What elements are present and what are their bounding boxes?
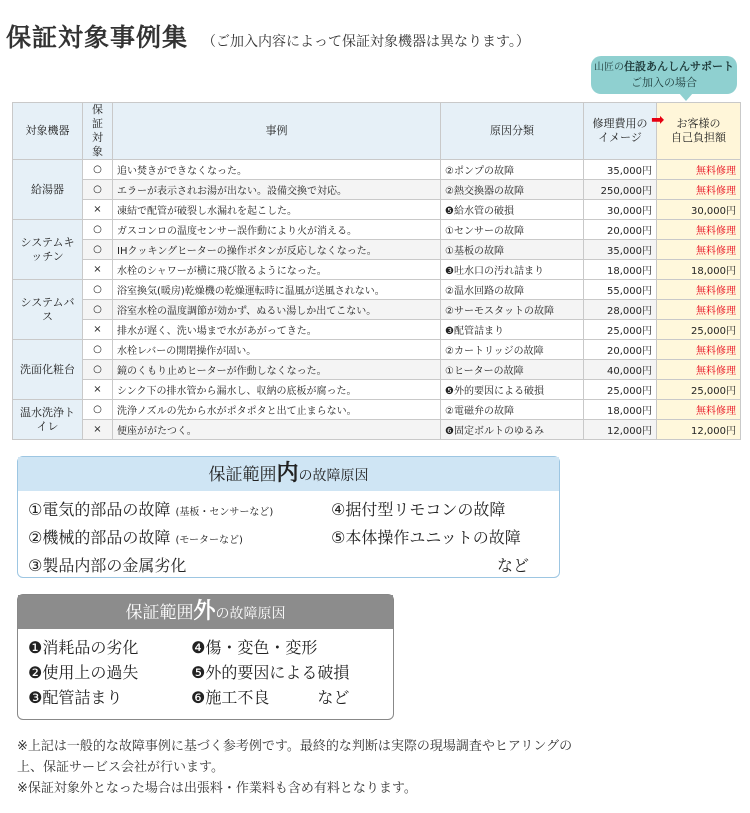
- repair-cost: 40,000円: [584, 360, 657, 380]
- cause-category: ❸配管詰まり: [441, 320, 584, 340]
- coverage-mark: ○: [83, 340, 113, 360]
- red-arrow-icon: ➡: [651, 110, 665, 129]
- covered-cause-text: など: [496, 556, 529, 575]
- badge-prefix: 山匠の: [594, 62, 624, 73]
- equipment-cell: システムバス: [13, 280, 83, 340]
- covered-causes-list: [18, 491, 559, 578]
- excluded-cause-text: ❸配管詰まり: [28, 688, 123, 707]
- repair-cost: 18,000円: [584, 400, 657, 420]
- excluded-causes-title: [18, 595, 393, 629]
- cause-category: ②電磁弁の故障: [441, 400, 584, 420]
- excluded-cause-text: ❺外的要因による破損: [191, 663, 350, 682]
- coverage-mark: ×: [83, 200, 113, 220]
- coverage-mark: ○: [83, 300, 113, 320]
- cause-category: ①基板の故障: [441, 240, 584, 260]
- case-description: エラーが表示されお湯が出ない。設備交換で対応。: [113, 180, 441, 200]
- customer-burden: 18,000円: [657, 260, 741, 280]
- badge-caption: ご加入の場合: [631, 76, 697, 89]
- coverage-mark: ×: [83, 260, 113, 280]
- case-description: シンク下の排水管から漏水し、収納の底板が腐った。: [113, 380, 441, 400]
- excluded-cause-item: [191, 685, 381, 710]
- customer-burden: 無料修理: [657, 160, 741, 180]
- equipment-cell: 給湯器: [13, 160, 83, 220]
- covered-cause-text: ③製品内部の金属劣化: [28, 556, 187, 575]
- coverage-mark: ×: [83, 380, 113, 400]
- table-row: [13, 220, 741, 240]
- coverage-mark: ○: [83, 160, 113, 180]
- repair-cost: 25,000円: [584, 380, 657, 400]
- repair-cost: 28,000円: [584, 300, 657, 320]
- covered-cause-note: (モーターなど): [175, 535, 243, 546]
- cause-category: ❺給水管の破損: [441, 200, 584, 220]
- table-row: [13, 180, 741, 200]
- customer-burden: 12,000円: [657, 420, 741, 440]
- covered-title-pre: 保証範囲: [208, 465, 277, 485]
- covered-cause-text: ④据付型リモコンの故障: [331, 500, 506, 519]
- customer-burden: 25,000円: [657, 380, 741, 400]
- case-description: 追い焚きができなくなった。: [113, 160, 441, 180]
- coverage-mark: ○: [83, 240, 113, 260]
- page-subtitle: （ご加入内容によって保証対象機器は異なります。）: [202, 34, 530, 50]
- case-description: IHクッキングヒーターの操作ボタンが反応しなくなった。: [113, 240, 441, 260]
- table-row: [13, 320, 741, 340]
- customer-burden: 無料修理: [657, 300, 741, 320]
- covered-causes-title: [18, 457, 559, 491]
- cause-category: ①センサーの故障: [441, 220, 584, 240]
- repair-cost: 18,000円: [584, 260, 657, 280]
- excluded-cause-item: [191, 660, 381, 685]
- customer-burden: 無料修理: [657, 220, 741, 240]
- title-row: [6, 18, 746, 54]
- cause-category: ②温水回路の故障: [441, 280, 584, 300]
- col-own-burden: ➡ お客様の 自己負担額: [657, 103, 741, 160]
- footnote-line-3: ※保証対象外となった場合は出張料・作業料も含め有料となります。: [17, 781, 417, 796]
- case-description: 排水が遅く、洗い場まで水があがってきた。: [113, 320, 441, 340]
- cause-category: ❸吐水口の汚れ詰まり: [441, 260, 584, 280]
- case-table-body: [13, 160, 741, 440]
- col-case: 事例: [113, 103, 441, 160]
- case-description: ガスコンロの温度センサー誤作動により火が消える。: [113, 220, 441, 240]
- cause-category: ❻固定ボルトのゆるみ: [441, 420, 584, 440]
- repair-cost: 35,000円: [584, 160, 657, 180]
- table-row: [13, 240, 741, 260]
- covered-cause-note: (基板・センサーなど): [175, 507, 274, 518]
- col-cost: 修理費用の イメージ: [584, 103, 657, 160]
- coverage-mark: ○: [83, 180, 113, 200]
- covered-cause-item: [331, 497, 541, 525]
- customer-burden: 無料修理: [657, 180, 741, 200]
- covered-causes-box: [17, 456, 560, 578]
- customer-burden: 30,000円: [657, 200, 741, 220]
- repair-cost: 30,000円: [584, 200, 657, 220]
- customer-burden: 無料修理: [657, 340, 741, 360]
- case-description: 水栓のシャワーが横に飛び散るようになった。: [113, 260, 441, 280]
- repair-cost: 250,000円: [584, 180, 657, 200]
- table-header-row: [13, 103, 741, 160]
- coverage-mark: ×: [83, 420, 113, 440]
- cause-category: ②ポンプの故障: [441, 160, 584, 180]
- excluded-cause-text: ❶消耗品の劣化: [28, 638, 139, 657]
- excluded-cause-item: [191, 635, 381, 660]
- equipment-cell: システムキッチン: [13, 220, 83, 280]
- excluded-cause-text: ❻施工不良 など: [191, 688, 350, 707]
- case-description: 浴室換気(暖房)乾燥機の乾燥運転時に温風が送風されない。: [113, 280, 441, 300]
- cause-category: ②熱交換器の故障: [441, 180, 584, 200]
- case-description: 凍結で配管が破裂し水漏れを起こした。: [113, 200, 441, 220]
- customer-burden: 無料修理: [657, 240, 741, 260]
- equipment-cell: 洗面化粧台: [13, 340, 83, 400]
- coverage-mark: ○: [83, 220, 113, 240]
- excluded-title-post: の故障原因: [215, 606, 286, 622]
- customer-burden: 無料修理: [657, 360, 741, 380]
- badge-brand-line: [591, 59, 737, 75]
- case-table: [12, 102, 741, 440]
- table-row: [13, 380, 741, 400]
- covered-title-emphasis: 内: [276, 461, 299, 486]
- repair-cost: 35,000円: [584, 240, 657, 260]
- table-row: [13, 360, 741, 380]
- customer-burden: 無料修理: [657, 400, 741, 420]
- badge-brand: 住設あんしんサポート: [624, 60, 734, 73]
- case-description: 鏡のくもり止めヒーターが作動しなくなった。: [113, 360, 441, 380]
- excluded-cause-item: [28, 660, 191, 685]
- excluded-causes-list: [18, 629, 393, 710]
- cause-category: ②カートリッジの故障: [441, 340, 584, 360]
- excluded-cause-item: [28, 685, 191, 710]
- repair-cost: 55,000円: [584, 280, 657, 300]
- covered-cause-item: [28, 525, 331, 553]
- repair-cost: 25,000円: [584, 320, 657, 340]
- membership-badge: [591, 56, 737, 94]
- covered-cause-text: ②機械的部品の故障: [28, 528, 171, 547]
- covered-cause-item: [28, 553, 331, 578]
- repair-cost: 20,000円: [584, 340, 657, 360]
- excluded-causes-box: [17, 594, 394, 720]
- table-row: [13, 400, 741, 420]
- cause-category: ②サーモスタットの故障: [441, 300, 584, 320]
- customer-burden: 無料修理: [657, 280, 741, 300]
- covered-cause-text: ①電気的部品の故障: [28, 500, 171, 519]
- table-row: [13, 160, 741, 180]
- footnotes: [17, 736, 737, 799]
- footnote-line-1: ※上記は一般的な故障事例に基づく参考例です。最終的な判断は実際の現場調査やヒアリングの: [17, 739, 573, 754]
- excluded-cause-item: [28, 635, 191, 660]
- col-equipment: 対象機器: [13, 103, 83, 160]
- covered-cause-item: [331, 553, 541, 578]
- covered-cause-item: [28, 497, 331, 525]
- page-title: 保証対象事例集: [6, 23, 189, 52]
- covered-cause-text: ⑤本体操作ユニットの故障: [331, 528, 521, 547]
- case-description: 浴室水栓の温度調節が効かず、ぬるい湯しか出てこない。: [113, 300, 441, 320]
- cause-category: ①ヒーターの故障: [441, 360, 584, 380]
- footnote-line-2: 上、保証サービス会社が行います。: [17, 760, 224, 775]
- excluded-title-emphasis: 外: [193, 599, 216, 624]
- excluded-cause-text: ❹傷・変色・変形: [191, 638, 318, 657]
- table-row: [13, 280, 741, 300]
- col-covered: 保証 対象: [83, 103, 113, 160]
- table-row: [13, 260, 741, 280]
- table-row: [13, 340, 741, 360]
- excluded-title-pre: 保証範囲: [125, 603, 194, 623]
- case-description: 水栓レバーの開閉操作が固い。: [113, 340, 441, 360]
- customer-burden: 25,000円: [657, 320, 741, 340]
- coverage-mark: ○: [83, 360, 113, 380]
- badge-pointer: [679, 93, 693, 101]
- table-row: [13, 420, 741, 440]
- coverage-mark: ×: [83, 320, 113, 340]
- table-row: [13, 200, 741, 220]
- case-description: 洗浄ノズルの先から水がポタポタと出て止まらない。: [113, 400, 441, 420]
- table-row: [13, 300, 741, 320]
- covered-title-post: の故障原因: [298, 468, 369, 484]
- coverage-mark: ○: [83, 280, 113, 300]
- excluded-cause-text: ❷使用上の過失: [28, 663, 139, 682]
- case-description: 便座ががたつく。: [113, 420, 441, 440]
- repair-cost: 12,000円: [584, 420, 657, 440]
- repair-cost: 20,000円: [584, 220, 657, 240]
- equipment-cell: 温水洗浄トイレ: [13, 400, 83, 440]
- col-cause: 原因分類: [441, 103, 584, 160]
- cause-category: ❺外的要因による破損: [441, 380, 584, 400]
- covered-cause-item: [331, 525, 541, 553]
- coverage-mark: ○: [83, 400, 113, 420]
